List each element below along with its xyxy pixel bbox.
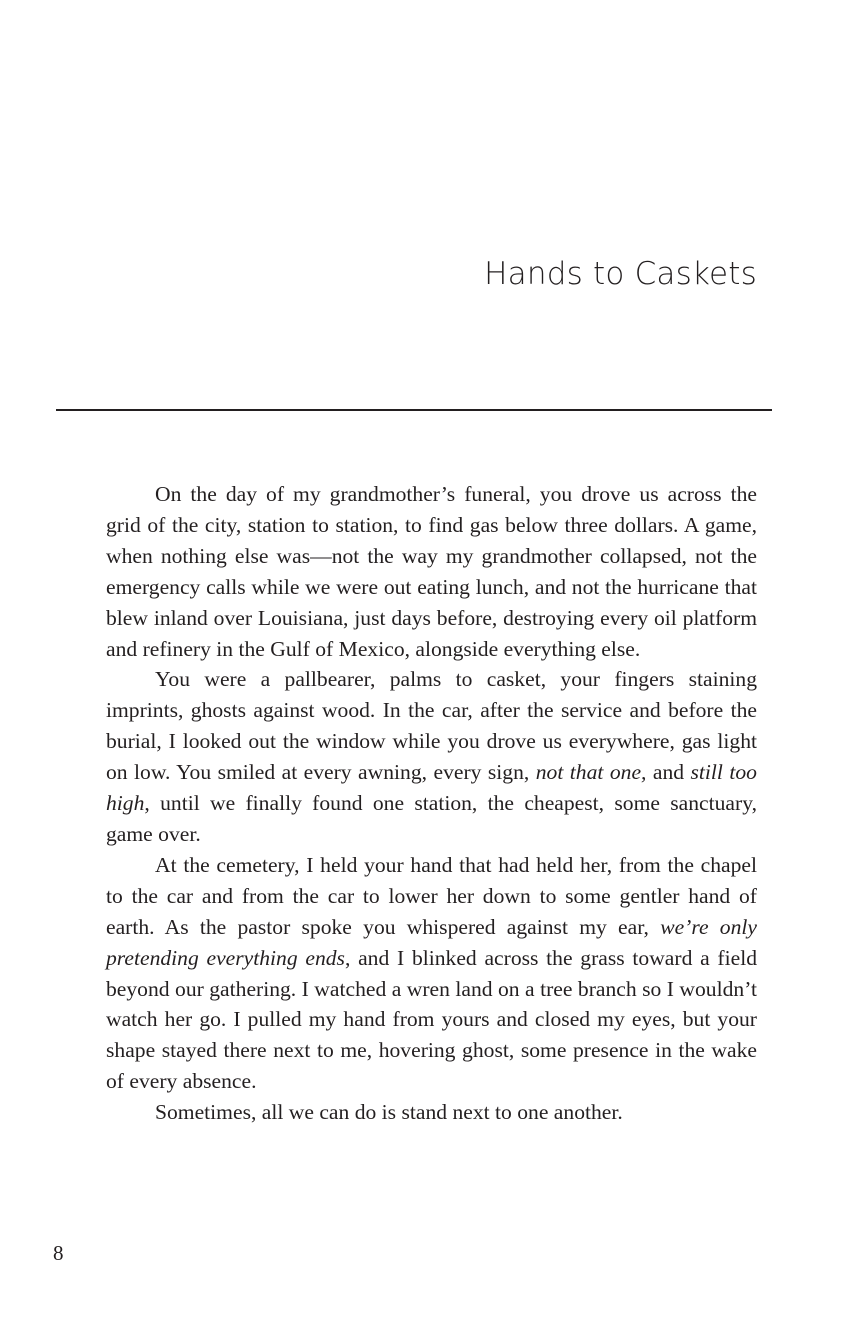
paragraph-3-text-b: , and I blinked across the grass toward a field beyond our gathering. I watched a wren land on a tree branch so I wouldn’t watch her go. I pulled my hand from yours and closed my eyes, but your shape stayed there next to me, hovering ghost, some presence in the wake of every absence. bbox=[106, 945, 757, 1094]
paragraph-3 bbox=[106, 850, 757, 1097]
paragraph-2-text-b: and bbox=[646, 760, 691, 785]
paragraph-3-text-a: At the cemetery, I held your hand that had held her, from the chapel to the car and from the car to lower her down to some gentler hand of earth. As the pastor spoke you whispered against my ear, bbox=[106, 852, 757, 939]
chapter-body bbox=[106, 479, 757, 1128]
paragraph-1: On the day of my grandmother’s funeral, you drove us across the grid of the city, station to station, to find gas below three dollars. A game, when nothing else was—not the way my grandmother collapsed, not the emergency calls while we were out eating lunch, and not the hurricane that blew inland over Louisiana, just days before, destroying every oil platform and refinery in the Gulf of Mexico, alongside everything else. bbox=[106, 482, 757, 661]
paragraph-4: Sometimes, all we can do is stand next to one another. bbox=[155, 1100, 623, 1125]
paragraph-2-italic-1: not that one, bbox=[535, 760, 647, 785]
title-divider bbox=[56, 409, 772, 411]
chapter-title: Hands to Caskets bbox=[484, 256, 757, 292]
paragraph-2-text-c: , until we finally found one station, the cheapest, some sanctuary, game over. bbox=[106, 791, 757, 846]
paragraph-2 bbox=[106, 664, 757, 849]
paragraph-3-italic-1: we’re only pretending everything ends bbox=[106, 914, 757, 970]
page-number: 8 bbox=[53, 1241, 64, 1265]
paragraph-2-text-a: You were a pallbearer, palms to casket, your fingers staining imprints, ghosts against wood. In the car, after the service and before the burial, I looked out the window while you drove us everywhere, gas light on low. You smiled at every awning, every sign, bbox=[106, 667, 757, 785]
paragraph-2-italic-2: still too high bbox=[106, 760, 757, 816]
